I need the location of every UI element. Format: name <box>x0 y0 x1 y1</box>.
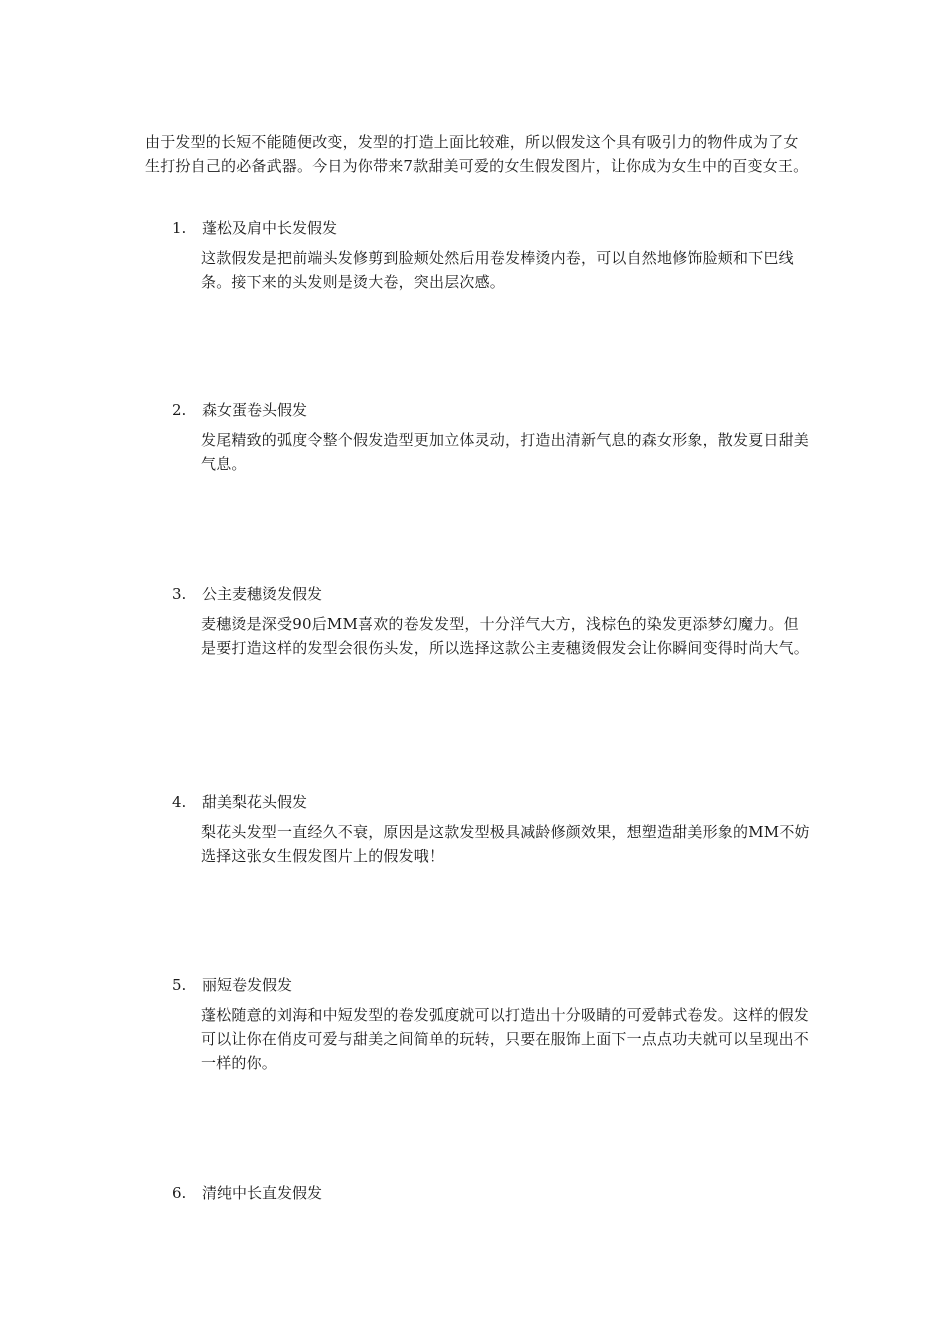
item-description: 蓬松随意的刘海和中短发型的卷发弧度就可以打造出十分吸睛的可爱韩式卷发。这样的假发可以让你在俏皮可爱与甜美之间简单的玩转，只要在服饰上面下一点点功夫就可以呈现出不一样的你。 <box>201 1006 810 1072</box>
item-title: 森女蛋卷头假发 <box>202 401 308 419</box>
item-title: 蓬松及肩中长发假发 <box>202 219 338 237</box>
list-item-6 <box>172 1181 812 1205</box>
item-number: 3. <box>172 585 187 603</box>
item-description: 这款假发是把前端头发修剪到脸颊处然后用卷发棒烫内卷，可以自然地修饰脸颊和下巴线条。接下来的头发则是烫大卷，突出层次感。 <box>201 249 794 291</box>
item-number: 6. <box>172 1184 187 1202</box>
list-item-1 <box>172 216 812 294</box>
item-description: 麦穗烫是深受90后MM喜欢的卷发发型，十分洋气大方，浅棕色的染发更添梦幻魔力。但是要打造这样的发型会很伤头发，所以选择这款公主麦穗烫假发会让你瞬间变得时尚大气。 <box>201 615 810 657</box>
item-number: 2. <box>172 401 187 419</box>
item-description: 梨花头发型一直经久不衰，原因是这款发型极具减龄修颜效果，想塑造甜美形象的MM不妨选择这张女生假发图片上的假发哦！ <box>201 823 810 865</box>
item-title: 清纯中长直发假发 <box>202 1184 323 1202</box>
item-heading <box>172 1181 812 1205</box>
list-item-2 <box>172 398 812 476</box>
item-description: 发尾精致的弧度令整个假发造型更加立体灵动，打造出清新气息的森女形象，散发夏日甜美气息。 <box>201 431 810 473</box>
item-number: 5. <box>172 976 187 994</box>
item-title: 丽短卷发假发 <box>202 976 293 994</box>
item-heading <box>172 582 812 606</box>
item-heading <box>172 790 812 814</box>
list-item-4 <box>172 790 812 868</box>
item-heading <box>172 216 812 240</box>
list-item-3 <box>172 582 812 660</box>
intro-paragraph: 由于发型的长短不能随便改变，发型的打造上面比较难，所以假发这个具有吸引力的物件成为了女生打扮自己的必备武器。今日为你带来7款甜美可爱的女生假发图片，让你成为女生中的百变女王。 <box>145 133 809 175</box>
list-item-5 <box>172 973 812 1075</box>
item-number: 4. <box>172 793 187 811</box>
item-title: 公主麦穗烫发假发 <box>202 585 323 603</box>
item-title: 甜美梨花头假发 <box>202 793 308 811</box>
item-heading <box>172 973 812 997</box>
item-number: 1. <box>172 219 187 237</box>
item-heading <box>172 398 812 422</box>
